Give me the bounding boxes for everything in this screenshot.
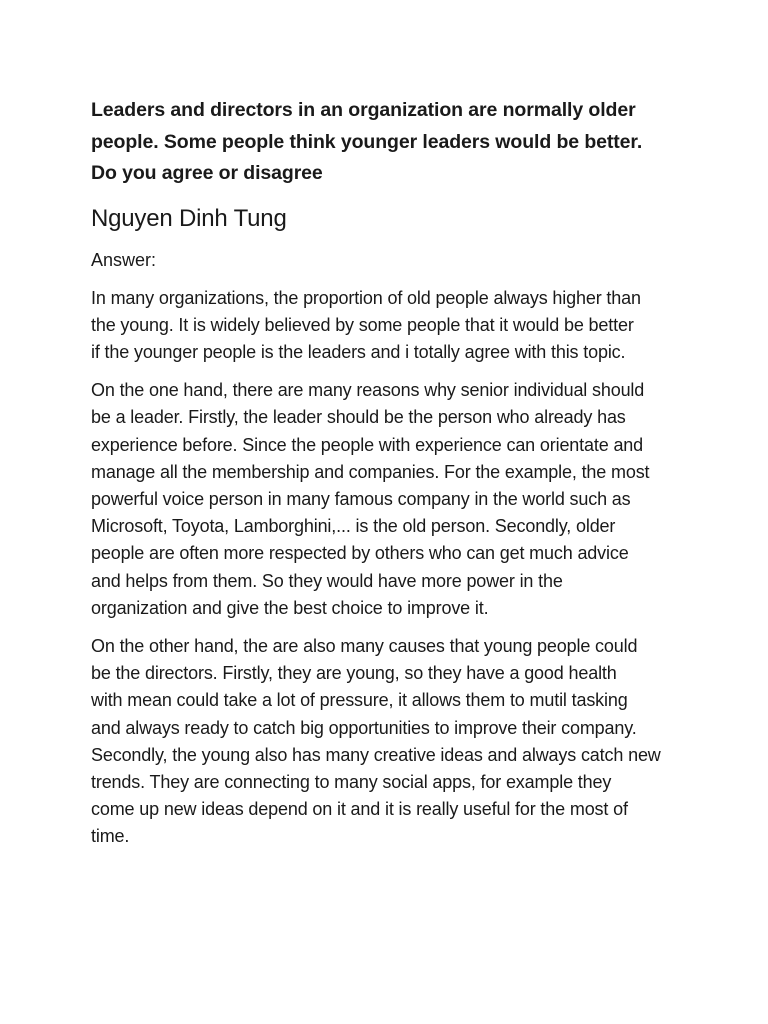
answer-label: Answer: <box>91 249 157 270</box>
paragraph-line: and helps from them. So they would have more power in the <box>91 570 563 591</box>
paragraph-line: the young. It is widely believed by some people that it would be better <box>91 314 634 335</box>
paragraph-line: be a leader. Firstly, the leader should be the person who already has <box>91 407 626 428</box>
paragraph-line: time. <box>91 826 130 847</box>
paragraph-line: be the directors. Firstly, they are young, so they have a good health <box>91 663 617 684</box>
paragraph-line: Microsoft, Toyota, Lamborghini,... is the old person. Secondly, older <box>91 516 616 537</box>
author-name: Nguyen Dinh Tung <box>91 204 287 232</box>
paragraph-introduction <box>91 285 691 367</box>
essay-question-title <box>91 95 691 190</box>
paragraph-line: if the younger people is the leaders and i totally agree with this topic. <box>91 341 626 362</box>
paragraph-line: manage all the membership and companies. For the example, the most <box>91 461 650 482</box>
paragraph-senior-leaders <box>91 377 691 622</box>
paragraph-line: On the other hand, the are also many causes that young people could <box>91 635 638 656</box>
title-line: people. Some people think younger leaders would be better. <box>91 130 643 153</box>
paragraph-line: In many organizations, the proportion of old people always higher than <box>91 287 641 308</box>
paragraph-line: experience before. Since the people with experience can orientate and <box>91 434 644 455</box>
paragraph-line: people are often more respected by others who can get much advice <box>91 543 629 564</box>
paragraph-line: Secondly, the young also has many creative ideas and always catch new <box>91 744 661 765</box>
paragraph-line: and always ready to catch big opportunities to improve their company. <box>91 717 637 738</box>
paragraph-line: with mean could take a lot of pressure, it allows them to mutil tasking <box>91 690 628 711</box>
paragraph-line: come up new ideas depend on it and it is really useful for the most of <box>91 799 628 820</box>
paragraph-line: powerful voice person in many famous company in the world such as <box>91 488 631 509</box>
paragraph-line: organization and give the best choice to improve it. <box>91 597 489 618</box>
document-page <box>91 95 691 851</box>
title-line: Do you agree or disagree <box>91 162 323 184</box>
title-line: Leaders and directors in an organization are normally older <box>91 99 636 121</box>
paragraph-young-leaders <box>91 633 691 851</box>
paragraph-line: trends. They are connecting to many social apps, for example they <box>91 771 612 792</box>
paragraph-line: On the one hand, there are many reasons why senior individual should <box>91 380 645 401</box>
